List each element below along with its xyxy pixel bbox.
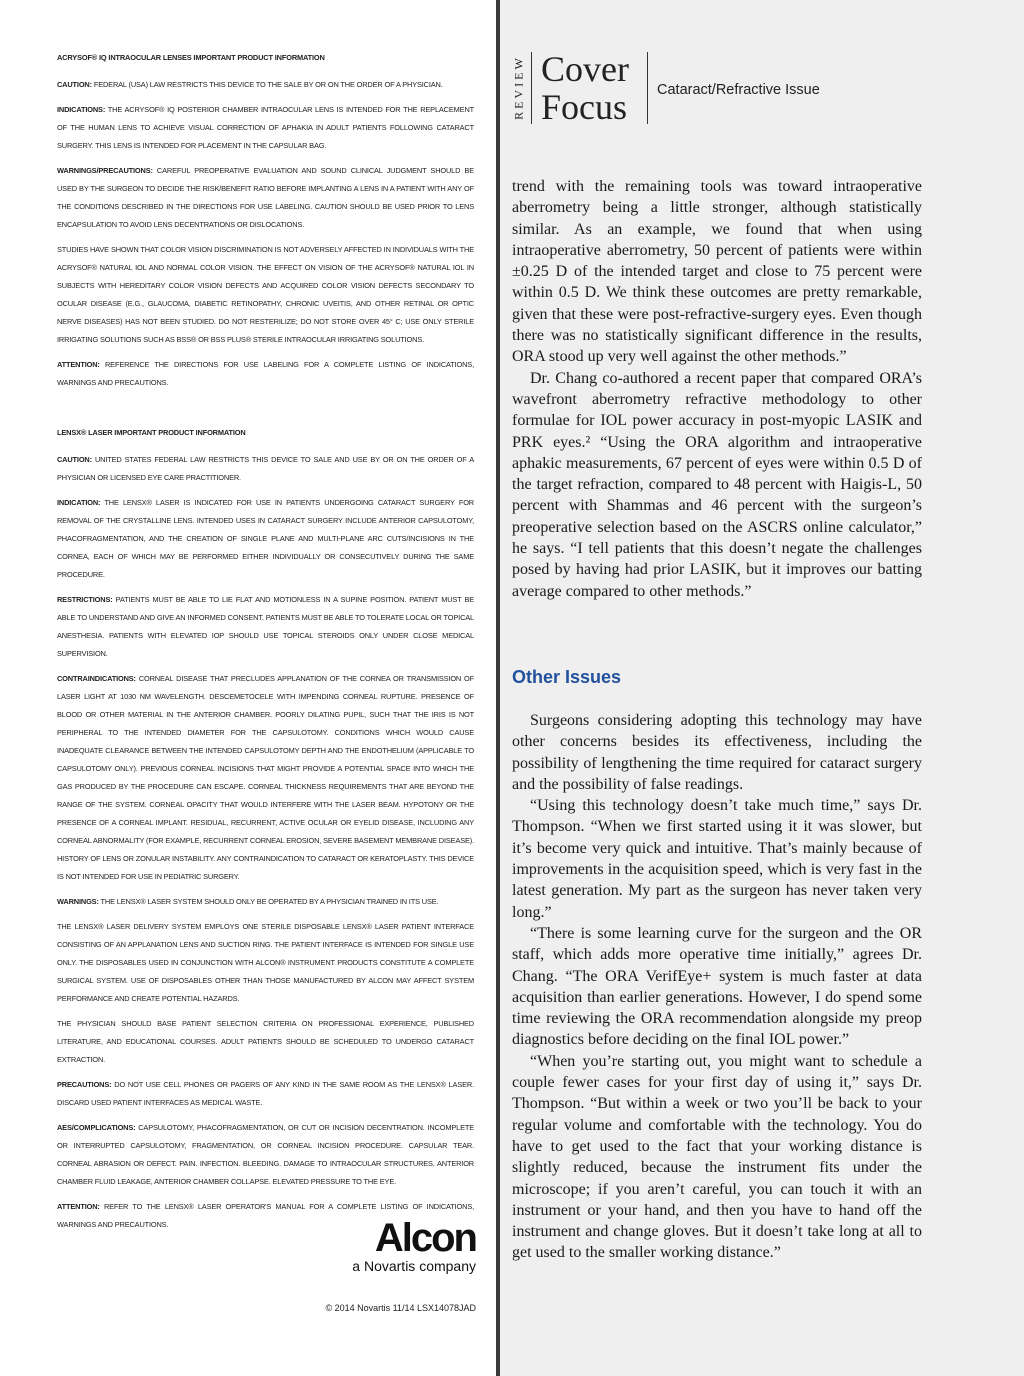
article-paragraph: Surgeons considering adopting this technology may have other concerns besides its effectiveness, including the possibility of lengthening the time required for cataract surgery and the possibility of false readings. [512,712,922,793]
lensx-indication: INDICATION: THE LENSX® LASER IS INDICATED FOR USE IN PATIENTS UNDERGOING CATARACT SURGERY FOR REMOVAL OF THE CRYSTALLINE LENS. INTENDED USES IN CATARACT SURGERY INCLUDE ANTERIOR CAPSULOTOMY, PHACOFRAGMENTATION, AND THE CREATION OF SINGLE PLANE AND MULTI-PLANE ARC CUTS/INCISIONS IN THE CORNEA, EACH OF WHICH MAY BE PERFORMED EITHER INDIVIDUALLY OR CONSECUTIVELY DURING THE SAME PROCEDURE. [57,498,474,579]
alcon-wordmark: Alcon [374,1216,476,1260]
masthead-rule-right [647,52,648,124]
lensx-info [57,424,474,1241]
lensx-warnings: WARNINGS: THE LENSX® LASER SYSTEM SHOULD ONLY BE OPERATED BY A PHYSICIAN TRAINED IN ITS USE. [57,897,439,906]
lensx-selection: THE PHYSICIAN SHOULD BASE PATIENT SELECTION CRITERIA ON PROFESSIONAL EXPERIENCE, PUBLISHED LITERATURE, AND EDUCATIONAL COURSES. ADULT PATIENTS SHOULD BE SCHEDULED TO UNDERGO CATARACT EXTRACTION. [57,1019,474,1064]
lensx-contraindications: CONTRAINDICATIONS: CORNEAL DISEASE THAT PRECLUDES APPLANATION OF THE CORNEA OR TRANSMISSION OF LASER LIGHT AT 1030 NM WAVELENGTH. DESCEMETOCELE WITH IMPENDING CORNEAL RUPTURE. PRESENCE OF BLOOD OR OTHER MATERIAL IN THE ANTERIOR CHAMBER. POORLY DILATING PUPIL, SUCH THAT THE IRIS IS NOT PERIPHERAL TO THE INTENDED DIAMETER FOR THE CAPSULOTOMY. CONDITIONS WHICH WOULD CAUSE INADEQUATE CLEARANCE BETWEEN THE INTENDED CAPSULOTOMY DEPTH AND THE ENDOTHELIUM (APPLICABLE TO CAPSULOTOMY ONLY). PREVIOUS CORNEAL INCISIONS THAT MIGHT PROVIDE A POTENTIAL SPACE INTO WHICH THE GAS PRODUCED BY THE PROCEDURE CAN ESCAPE. CORNEAL THICKNESS REQUIREMENTS THAT ARE BEYOND THE RANGE OF THE SYSTEM. CORNEAL OPACITY THAT WOULD INTERFERE WITH THE LASER BEAM. HYPOTONY OR THE PRESENCE OF A CORNEAL IMPLANT. RESIDUAL, RECURRENT, ACTIVE OCULAR OR EYELID DISEASE, INCLUDING ANY CORNEAL ABNORMALITY (FOR EXAMPLE, RECURRENT CORNEAL EROSION, SEVERE BASEMENT MEMBRANE DISEASE). HISTORY OF LENS OR ZONULAR INSTABILITY. ANY CONTRAINDICATION TO CATARACT OR KERATOPLASTY. THIS DEVICE IS NOT INTENDED FOR USE IN PEDIATRIC SURGERY. [57,674,475,881]
acrysof-iq-heading: ACRYSOF® IQ INTRAOCULAR LENSES IMPORTANT PRODUCT INFORMATION [57,53,325,62]
iq-warnings: WARNINGS/PRECAUTIONS: CAREFUL PREOPERATIVE EVALUATION AND SOUND CLINICAL JUDGMENT SHOULD BE USED BY THE SURGEON TO DECIDE THE RISK/BENEFIT RATIO BEFORE IMPLANTING A LENS IN A PATIENT WITH ANY OF THE CONDITIONS DESCRIBED IN THE DIRECTIONS FOR USE LABELING. CAUTION SHOULD BE USED PRIOR TO LENS ENCAPSULATION TO AVOID LENS DECENTRATIONS OR DISLOCATIONS. [57,166,474,229]
lensx-delivery: THE LENSX® LASER DELIVERY SYSTEM EMPLOYS ONE STERILE DISPOSABLE LENSX® LASER PATIENT INTERFACE CONSISTING OF AN APPLANATION LENS AND SUCTION RING. THE PATIENT INTERFACE IS INTENDED FOR SINGLE USE ONLY. THE DISPOSABLES USED IN CONJUNCTION WITH ALCON® INSTRUMENT PRODUCTS CONSTITUTE A COMPLETE SURGICAL SYSTEM. USE OF DISPOSABLES OTHER THAN THOSE MANUFACTURED BY ALCON MAY AFFECT SYSTEM PERFORMANCE AND CREATE POTENTIAL HAZARDS. [57,922,474,1003]
iq-caution: CAUTION: FEDERAL (USA) LAW RESTRICTS THIS DEVICE TO THE SALE BY OR ON THE ORDER OF A PHYSICIAN. [57,80,443,89]
iq-studies: STUDIES HAVE SHOWN THAT COLOR VISION DISCRIMINATION IS NOT ADVERSELY AFFECTED IN INDIVIDUALS WITH THE ACRYSOF® NATURAL IOL AND NORMAL COLOR VISION. THE EFFECT ON VISION OF THE ACRYSOF® NATURAL IOL IN SUBJECTS WITH HEREDITARY COLOR VISION DEFECTS AND ACQUIRED COLOR VISION DEFECTS SECONDARY TO OCULAR DISEASE (E.G., GLAUCOMA, DIABETIC RETINOPATHY, CHRONIC UVEITIS, AND OTHER RETINAL OR OPTIC NERVE DISEASES) HAS NOT BEEN STUDIED. DO NOT RESTERILIZE; DO NOT STORE OVER 45° C; USE ONLY STERILE IRRIGATING SOLUTIONS SUCH AS BSS® OR BSS PLUS® STERILE INTRAOCULAR IRRIGATING SOLUTIONS. [57,245,474,344]
article-paragraph: trend with the remaining tools was toward intraoperative aberrometry being a little stronger, although statistically similar. As an example, we found that when using intraoperative aberrometry, 50 percent of patients were within ±0.25 D of the intended target and close to 75 percent were within 0.5 D. We think these outcomes are pretty remarkable, given that these were post-refractive-surgery eyes. Even though there was no statistically significant difference in the results, ORA stood up very well against the other methods.” [512,178,922,366]
lensx-heading: LENSX® LASER IMPORTANT PRODUCT INFORMATION [57,428,246,437]
article-body-top [512,176,922,602]
lensx-precautions: PRECAUTIONS: DO NOT USE CELL PHONES OR PAGERS OF ANY KIND IN THE SAME ROOM AS THE LENSX® LASER. DISCARD USED PATIENT INTERFACES AS MEDICAL WASTE. [57,1080,474,1107]
masthead-rule-left [531,52,532,124]
article-paragraph: “When you’re starting out, you might want to schedule a couple fewer cases for your first day of using it,” says Dr. Thompson. “But within a week or two you’ll be back to your regular volume and comfortable with the technology. You do have to get used to the fact that your working distance is slightly reduced, because the instrument fits under the microscope; if you aren’t careful, you can touch it with an instrument or your hand, and then you have to hand off the instrument and change gloves. But it doesn’t take long at all to get used to the smaller working distance.” [512,1052,922,1262]
lensx-restrictions: RESTRICTIONS: PATIENTS MUST BE ABLE TO LIE FLAT AND MOTIONLESS IN A SUPINE POSITION. PATIENT MUST BE ABLE TO UNDERSTAND AND GIVE AN INFORMED CONSENT. PATIENTS MUST BE ABLE TO TOLERATE LOCAL OR TOPICAL ANESTHESIA. PATIENTS WITH ELEVATED IOP SHOULD USE TOPICAL STEROIDS ONLY UNDER CLOSE MEDICAL SUPERVISION. [57,595,475,658]
cover-focus-title: Cover Focus [541,49,629,127]
article-body-bottom [512,710,922,1264]
lensx-attention: ATTENTION: REFER TO THE LENSX® LASER OPERATOR'S MANUAL FOR A COMPLETE LISTING OF INDICATIONS, WARNINGS AND PRECAUTIONS. [57,1202,474,1229]
acrysof-iq-info [57,49,474,399]
review-label: REVIEW [511,55,526,120]
article-paragraph: Dr. Chang co-authored a recent paper that compared ORA’s wavefront aberrometry refractive methodology to other formulae for IOL power accuracy in post-myopic LASIK and PRK eyes.² “Using the ORA algorithm and intraoperative aphakic measurements, 67 percent of eyes were within 0.5 D of the target refraction, compared to 48 percent with Haigis-L, 50 percent with Shammas and 46 percent with the surgeon’s preoperative selection based on the ASCRS online calculator,” he says. “I tell patients that this doesn’t negate the challenges posed by having had prior LASIK, but it improves our batting average compared to other methods.” [512,369,922,600]
alcon-logo [330,1216,476,1274]
issue-label: Cataract/Refractive Issue [657,82,820,98]
article-paragraph: “Using this technology doesn’t take much time,” says Dr. Thompson. “When we first started using it it was slower, but it’s become very quick and intuitive. That’s mainly because of improvements in the acquisition speed, which is very fast in the latest generation. My part as the surgeon has never taken very long.” [512,797,922,921]
lensx-complications: AES/COMPLICATIONS: CAPSULOTOMY, PHACOFRAGMENTATION, OR CUT OR INCISION DECENTRATION. INCOMPLETE OR INTERRUPTED CAPSULOTOMY, FRAGMENTATION, OR CORNEAL INCISION PROCEDURE. CAPSULAR TEAR. CORNEAL ABRASION OR DEFECT. PAIN. INFECTION. BLEEDING. DAMAGE TO INTRAOCULAR STRUCTURES. ANTERIOR CHAMBER FLUID LEAKAGE, ANTERIOR CHAMBER COLLAPSE. ELEVATED PRESSURE TO THE EYE. [57,1123,475,1186]
alcon-tagline: a Novartis company [352,1258,476,1274]
ad-footer-code: © 2014 Novartis 11/14 LSX14078JAD [325,1303,476,1313]
lensx-caution: CAUTION: UNITED STATES FEDERAL LAW RESTRICTS THIS DEVICE TO SALE AND USE BY OR ON THE ORDER OF A PHYSICIAN OR LICENSED EYE CARE PRACTITIONER. [57,455,474,482]
iq-indications: INDICATIONS: THE ACRYSOF® IQ POSTERIOR CHAMBER INTRAOCULAR LENS IS INTENDED FOR THE REPLACEMENT OF THE HUMAN LENS TO ACHIEVE VISUAL CORRECTION OF APHAKIA IN ADULT PATIENTS FOLLOWING CATARACT SURGERY. THIS LENS IS INTENDED FOR PLACEMENT IN THE CAPSULAR BAG. [57,105,474,150]
product-info-panel [0,0,496,1376]
article-paragraph: “There is some learning curve for the surgeon and the OR staff, which adds more operative time initially,” agrees Dr. Chang. “The ORA VerifEye+ system is much faster at data acquisition than earlier generations. However, I do spend some time reviewing the ORA recommendation alongside my preop diagnostics before deciding on the final IOL power.” [512,924,922,1049]
iq-attention: ATTENTION: REFERENCE THE DIRECTIONS FOR USE LABELING FOR A COMPLETE LISTING OF INDICATIONS, WARNINGS AND PRECAUTIONS. [57,360,474,387]
section-heading: Other Issues [512,667,622,687]
